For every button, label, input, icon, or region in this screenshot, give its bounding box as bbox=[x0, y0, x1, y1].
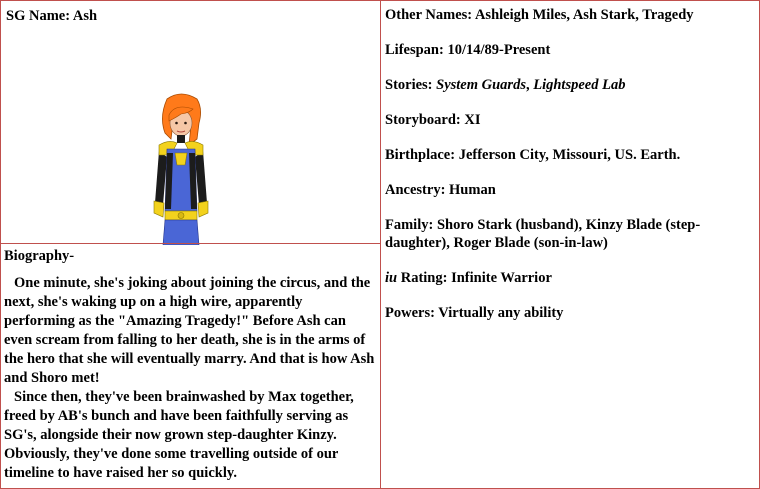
biography-paragraph-2: Since then, they've been brainwashed by Max together, freed by AB's bunch and have been faithfully serving as SG's, alongside their now grown step-daughter Kinzy. Obviously, they've done some travelling outside of our timeline to have raised her so quickly. bbox=[4, 389, 354, 481]
name-cell bbox=[0, 0, 381, 244]
birthplace-row bbox=[385, 146, 757, 164]
rating-row bbox=[385, 269, 757, 287]
family-row bbox=[385, 216, 757, 252]
family-value: Shoro Stark (husband), Kinzy Blade (step-daughter), Roger Blade (son-in-law) bbox=[385, 217, 701, 251]
birthplace-label: Birthplace: bbox=[385, 147, 456, 163]
story-lightspeed-lab: Lightspeed Lab bbox=[533, 77, 626, 93]
other-names-row bbox=[385, 6, 757, 24]
other-names-label: Other Names: bbox=[385, 7, 473, 23]
ancestry-label: Ancestry: bbox=[385, 182, 446, 198]
biography-text bbox=[4, 274, 376, 483]
lifespan-row bbox=[385, 41, 757, 59]
other-names-value: Ashleigh Miles, Ash Stark, Tragedy bbox=[474, 7, 694, 23]
ancestry-row bbox=[385, 181, 757, 199]
storyboard-value: XI bbox=[464, 112, 481, 128]
biography-heading: Biography- bbox=[4, 248, 75, 264]
powers-value: Virtually any ability bbox=[438, 305, 564, 321]
rating-label: Rating: bbox=[400, 270, 448, 286]
story-system-guards: System Guards bbox=[436, 77, 526, 93]
lifespan-value: 10/14/89-Present bbox=[447, 42, 551, 58]
powers-row bbox=[385, 304, 757, 322]
sg-name-value: Ash bbox=[72, 8, 98, 24]
powers-label: Powers: bbox=[385, 305, 435, 321]
birthplace-value: Jefferson City, Missouri, US. Earth. bbox=[458, 147, 681, 163]
rating-value: Infinite Warrior bbox=[451, 270, 552, 286]
family-label: Family: bbox=[385, 217, 434, 233]
character-portrait bbox=[141, 93, 221, 245]
ancestry-value: Human bbox=[449, 182, 496, 198]
story-separator: , bbox=[525, 77, 530, 93]
rating-prefix: iu bbox=[385, 270, 398, 286]
stories-label: Stories: bbox=[385, 77, 433, 93]
storyboard-row bbox=[385, 111, 757, 129]
info-cell bbox=[380, 0, 760, 489]
stories-row bbox=[385, 76, 757, 94]
info-list bbox=[385, 6, 757, 339]
biography-paragraph-1: One minute, she's joking about joining the circus, and the next, she's waking up on a high wire, apparently performing as the "Amazing Tragedy!" Before Ash can even scream from falling to her death, she is in the arms of the hero that she will eventually marry. And that is how Ash and Shoro met! bbox=[4, 275, 375, 386]
biography-cell bbox=[0, 243, 381, 489]
lifespan-label: Lifespan: bbox=[385, 42, 444, 58]
storyboard-label: Storyboard: bbox=[385, 112, 461, 128]
sg-name-line bbox=[6, 8, 97, 25]
sg-name-label: SG Name: bbox=[6, 8, 71, 24]
